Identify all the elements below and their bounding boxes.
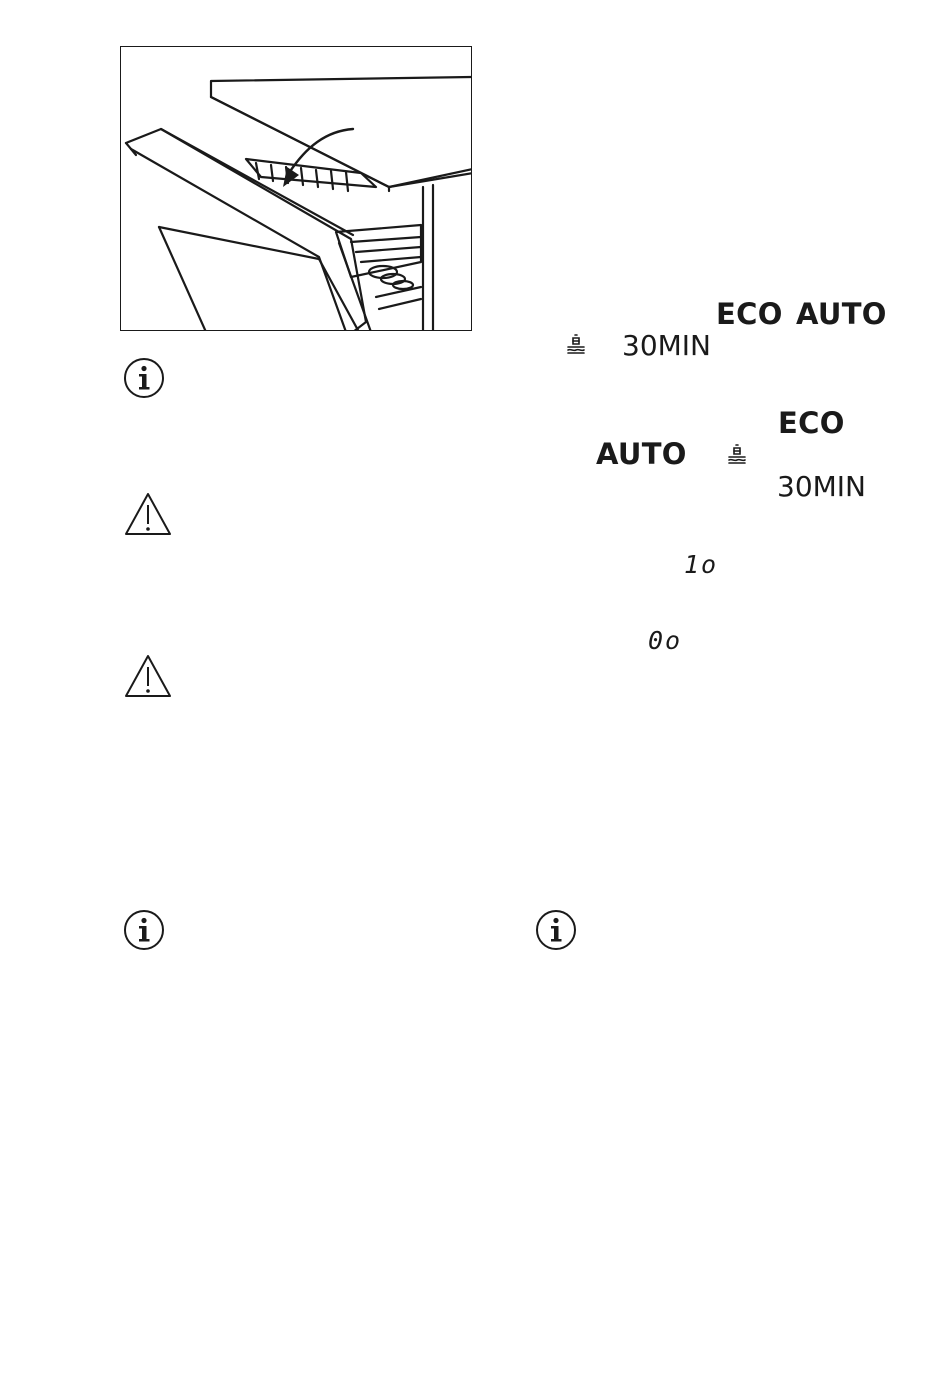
glass-programme-icon [725, 443, 749, 467]
display-off-value: 0o [648, 626, 683, 655]
programme-auto-label: AUTO [596, 437, 687, 471]
programme-eco-label: ECO [716, 297, 783, 331]
programme-eco-label: ECO [778, 406, 845, 440]
info-icon [535, 909, 577, 951]
programme-30min-label: 30MIN [777, 470, 866, 503]
display-on-value: 1o [684, 550, 719, 579]
warning-icon [123, 653, 173, 699]
programme-30min-label: 30MIN [622, 329, 711, 362]
info-icon [123, 357, 165, 399]
programme-auto-label: AUTO [796, 297, 887, 331]
info-icon [123, 909, 165, 951]
warning-icon [123, 491, 173, 537]
dishwasher-door-closing-illustration [121, 47, 472, 331]
glass-programme-icon [564, 333, 588, 357]
dishwasher-door-illustration [120, 46, 472, 331]
